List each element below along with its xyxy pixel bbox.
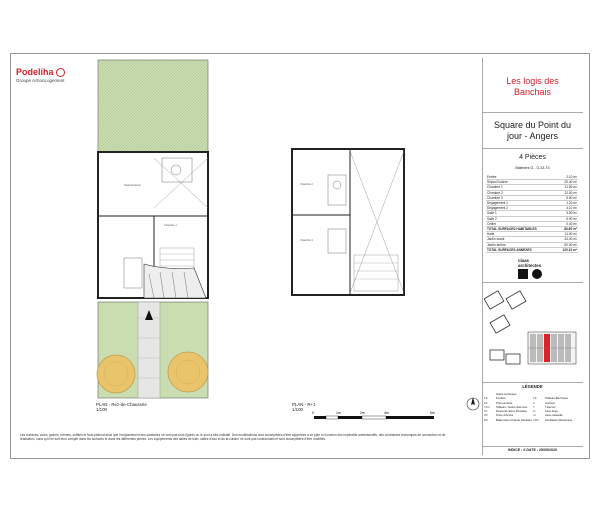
legend-value: Lave-linge	[545, 409, 558, 414]
architect-line1: claas	[518, 258, 529, 263]
room-label-upper-2: Chambre 3	[300, 239, 313, 242]
legend-key: C	[533, 400, 536, 405]
brand-logo	[16, 67, 65, 83]
area-label: Jardin avant	[486, 237, 556, 242]
legend-key: TE	[533, 396, 537, 401]
area-label: Jardin arrière	[486, 242, 556, 247]
unit-type: 4 Pièces	[519, 154, 546, 161]
building-row	[528, 332, 576, 364]
architect-line2: architectes	[518, 263, 542, 268]
legend-key: ST	[484, 409, 488, 414]
key-plan	[484, 290, 582, 380]
area-row	[486, 247, 578, 252]
area-value: 9.60 m²	[556, 195, 578, 200]
area-value: 4.10 m²	[556, 206, 578, 211]
area-label: Chambre 3	[486, 195, 556, 200]
north-arrow-icon	[466, 395, 480, 413]
area-label: Entrée	[486, 175, 556, 180]
room-label-upper-1: Chambre 2	[300, 183, 313, 186]
ground-plan-caption	[96, 402, 147, 412]
legend-key: LV	[533, 413, 537, 418]
scale-bar	[312, 408, 452, 430]
panel-divider	[482, 112, 583, 113]
area-value: 12.00 m²	[556, 190, 578, 195]
scale-tick-2: 2m	[360, 411, 365, 415]
area-label: TOTAL SURFACES HABITABLES	[486, 227, 556, 232]
area-label: TOTAL SURFACES ANNEXES	[486, 247, 556, 252]
upper-plan-title: PLAN - R+1	[292, 402, 316, 407]
legend-key: VMC	[533, 417, 540, 422]
brand-mark-icon	[56, 68, 65, 77]
area-label: Chambre 1	[486, 185, 556, 190]
legend-key: PF	[484, 400, 488, 405]
brand-name: Podeliha	[16, 67, 54, 77]
area-label: Chambre 2	[486, 190, 556, 195]
legend-value: Descente Eaux Pluviales	[496, 409, 527, 414]
unit-building: Bâtiment G - G.33-T4	[515, 166, 550, 170]
area-label: Dégagement 1	[486, 201, 556, 206]
legend-value: Tableau / Gaine Abonnés	[496, 404, 528, 409]
rear-garden	[98, 60, 208, 152]
architect-mark-icon	[518, 268, 546, 280]
area-label: Cellier	[486, 221, 556, 226]
area-label: Halle	[486, 232, 556, 237]
area-table	[486, 175, 578, 253]
area-value: 2.10 m²	[556, 175, 578, 180]
project-title	[482, 76, 583, 98]
scale-tick-0: 0	[312, 411, 314, 415]
area-value: 5.90 m²	[556, 216, 578, 221]
upper-floor-walls	[292, 149, 404, 295]
area-value: 1.20 m²	[556, 201, 578, 206]
legend-item	[533, 418, 582, 422]
legend-key: DP	[484, 413, 488, 418]
legend-row	[484, 418, 582, 422]
legend-key: BS	[484, 417, 488, 422]
legend-value: Ventilation Mécanique	[545, 417, 573, 422]
area-value: 34.40 m²	[556, 237, 578, 242]
project-address-line1: Square du Point du	[493, 120, 572, 130]
scale-tick-1: 1m	[336, 411, 341, 415]
legend-value: Fenêtre	[496, 396, 506, 401]
legend-key: T	[533, 404, 535, 409]
project-title-line1: Les logis des	[506, 76, 559, 86]
legend-title: LÉGENDE	[522, 384, 543, 389]
upper-plan-scale: 1/100	[292, 407, 303, 412]
area-value: 80.60 m²	[556, 227, 578, 232]
legend-value: Porte-fenêtre	[496, 400, 513, 405]
legend-value: Porte d'Accès	[496, 413, 514, 418]
panel-divider	[482, 148, 583, 149]
panel-divider	[482, 282, 583, 283]
legend-value: Lave-vaisselle	[545, 413, 563, 418]
brand-subtitle: Groupe ActionLogement	[16, 78, 65, 84]
revision-index: INDICE : 0 DATE : 25/05/2020	[507, 448, 558, 452]
legend-value: Gaine technique	[496, 392, 517, 396]
area-value: 3.50 m²	[556, 211, 578, 216]
area-label: Salle 1	[486, 211, 556, 216]
area-value: 11.00 m²	[556, 232, 578, 237]
area-value: 11.80 m²	[556, 185, 578, 190]
legend-value: Ballon Eau Chaude Sanitaire	[496, 417, 532, 422]
tree-icon	[168, 352, 208, 392]
area-label: Dégagement 2	[486, 206, 556, 211]
area-label: Salle 2	[486, 216, 556, 221]
project-title-line2: Banchais	[513, 87, 552, 97]
upper-floor-plan	[288, 145, 408, 305]
legend-value: Cuisson	[545, 400, 556, 405]
legend-key: FE	[484, 396, 488, 401]
tree-icon	[97, 355, 135, 393]
area-value: 0.40 m²	[556, 221, 578, 226]
ground-floor-plan	[94, 58, 214, 408]
disclaimer-notes: Les surfaces, cotes, gaines, trémies, soffites et faux-plafond ainsi que l'emplacement des sanitaires ne sont pas tous figurés ou le sont à titre indicatif. Des modifications sont susceptibles d'être apportées à ce plan en fonction des impératifs administratifs, des contraintes techniques de conception et de réalisation, sans qu'il en soit tenu compte dans les surfaces et dans les différentes pièces. Les équipements des salles de bain, salles d'eau et de la cuisine ne sont pas contractuels et sont susceptibles d'être modifiés.	[20, 433, 446, 442]
legend-item	[484, 418, 533, 422]
area-value: 120.10 m²	[556, 247, 578, 252]
area-value: 50.50 m²	[556, 242, 578, 247]
project-address	[482, 120, 583, 142]
room-label-ground-2: Chambre 1	[164, 224, 177, 227]
room-label-ground: Séjour/Cuisine	[124, 184, 141, 187]
area-value: 29.40 m²	[556, 180, 578, 185]
scale-tick-3: 4m	[384, 411, 389, 415]
ground-plan-title: PLAN - Rez-de-Chaussée	[96, 402, 147, 407]
panel-divider	[482, 446, 583, 447]
legend-key: TAG	[484, 404, 490, 409]
area-row	[486, 227, 578, 232]
architect-logo	[518, 258, 546, 281]
area-label: Séjour/Cuisine	[486, 180, 556, 185]
scale-tick-4: 6m	[430, 411, 435, 415]
legend-value: Télécom	[545, 404, 556, 409]
panel-divider	[482, 382, 583, 383]
project-address-line2: jour - Angers	[506, 131, 559, 141]
legend	[484, 392, 582, 422]
legend-value: Tableau Électrique	[545, 396, 569, 401]
ground-plan-scale: 1/100	[96, 407, 107, 412]
legend-key: LL	[533, 409, 537, 414]
